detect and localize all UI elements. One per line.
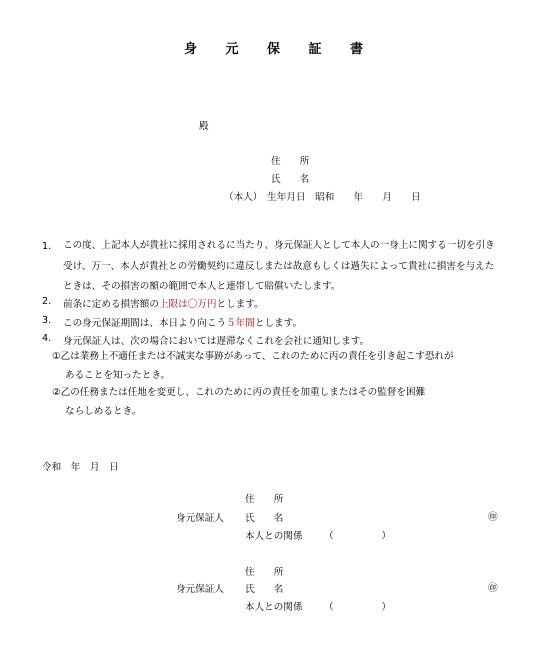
- applicant-address-label: 住 所: [271, 156, 310, 167]
- guarantor-1-address-label: 住 所: [245, 494, 284, 505]
- subclause-1-line-2: あることを知ったとき。: [65, 369, 171, 381]
- addressee-label: 殿: [199, 121, 209, 132]
- clause-3-period-highlight: ５年間: [226, 318, 255, 329]
- clause-2-text: [63, 296, 264, 310]
- guarantor-2-role: 身元保証人: [176, 584, 224, 595]
- applicant-name-label: 氏 名: [271, 174, 310, 185]
- guarantor-2-seal-mark: ㊞: [488, 583, 498, 594]
- clause-2-limit-highlight: 上限は〇万円: [158, 299, 217, 310]
- clause-4-text: 身元保証人は、次の場合においては遅滞なくこれを会社に通知します。: [63, 336, 370, 347]
- guarantor-1-role: 身元保証人: [176, 513, 224, 524]
- subclause-2-line-2: ならしめるとき。: [65, 405, 142, 417]
- clause-3-number: 3.: [42, 315, 52, 326]
- clause-1-text: [63, 236, 495, 298]
- document-title: 身 元 保 証 書: [183, 42, 376, 57]
- subclause-1-line-1: ①乙は業務上不適任または不誠実な事跡があって、これのために丙の責任を引き起こす恐れが: [52, 351, 454, 362]
- clause-1-line-1: この度、上記本人が貴社に採用されるに当たり、身元保証人として本人の一身上に関する一切を引き: [63, 240, 495, 251]
- clause-2-number: 2.: [42, 296, 52, 307]
- clause-1-number: 1.: [42, 241, 52, 252]
- clause-3-after: とします。: [254, 318, 303, 329]
- applicant-birthdate-line: （本人） 生年月日 昭和 年 月 日: [224, 192, 421, 203]
- guarantor-1-name-label: 氏 名: [245, 513, 284, 524]
- clause-4-number: 4.: [42, 333, 52, 344]
- clause-1-line-3: ときは、その損害の額の範囲で本人と連帯して賠償いたします。: [63, 281, 341, 292]
- guarantor-1-relation-parentheses: （ ）: [324, 531, 392, 542]
- clause-2-after: とします。: [216, 299, 264, 310]
- guarantor-1-relation-label: 本人との関係: [245, 531, 303, 542]
- clause-2-before: 前条に定める損害額の: [63, 299, 159, 310]
- subclause-2: [52, 384, 425, 421]
- guarantor-2-name-label: 氏 名: [245, 584, 284, 595]
- clause-3-text: [63, 315, 302, 329]
- guarantor-2-address-label: 住 所: [245, 567, 284, 578]
- subclause-1: [52, 348, 454, 385]
- guarantor-1-seal-mark: ㊞: [488, 512, 498, 523]
- clause-3-before: この身元保証期間は、本日より向こう: [63, 318, 227, 329]
- clause-1-line-2: 受け、万一、本人が貴社との労働契約に違反しまたは故意もしくは過失によって貴社に損害を与えた: [63, 260, 495, 272]
- guarantor-2-relation-parentheses: （ ）: [324, 602, 392, 613]
- guarantor-2-relation-label: 本人との関係: [245, 602, 303, 613]
- subclause-2-line-1: ②乙の任務または任地を変更し、これのために丙の責任を加重しまたはその監督を困難: [52, 387, 426, 398]
- date-line: 令和 年 月 日: [42, 462, 119, 473]
